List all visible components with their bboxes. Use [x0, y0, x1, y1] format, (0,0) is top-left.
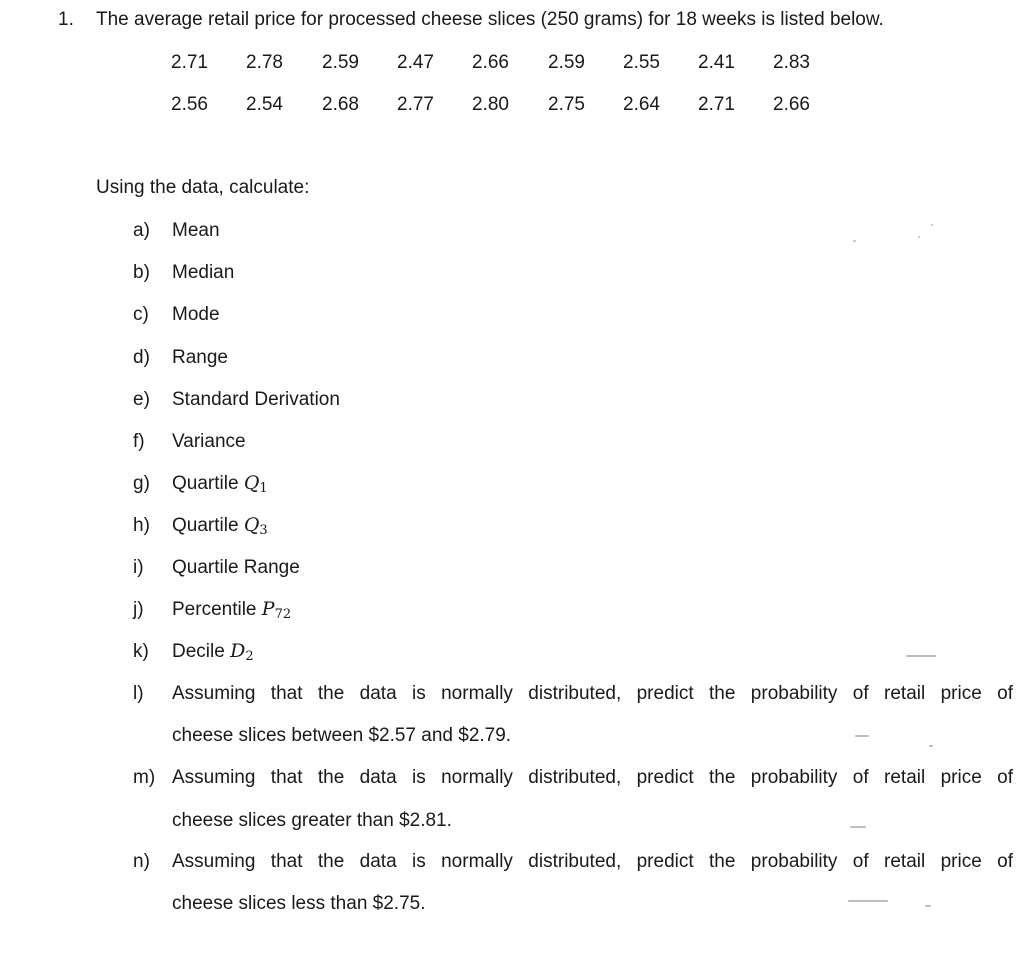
item-letter: n) — [133, 851, 150, 872]
item-text: Quartile Range — [172, 557, 300, 578]
item-label: Percentile — [172, 599, 257, 620]
data-row — [0, 95, 1024, 119]
data-value: 2.66 — [773, 94, 810, 115]
scan-speck — [925, 905, 931, 907]
item-letter: k) — [133, 641, 149, 662]
item-text: Range — [172, 347, 228, 368]
data-value: 2.41 — [698, 52, 735, 73]
scan-speck — [918, 236, 920, 238]
data-value: 2.55 — [623, 52, 660, 73]
item-text: Standard Derivation — [172, 389, 340, 410]
math-letter: Q — [243, 472, 260, 494]
item-text — [172, 640, 254, 664]
item-text: Mode — [172, 304, 220, 325]
item-text-line-2: cheese slices less than $2.75. — [172, 893, 426, 914]
math-subscript: 72 — [274, 607, 292, 622]
item-letter: i) — [133, 557, 144, 578]
item-letter: j) — [133, 599, 144, 620]
item-text — [172, 472, 268, 496]
item-text: Median — [172, 262, 235, 283]
math-letter: P — [261, 598, 275, 620]
item-letter: g) — [133, 473, 150, 494]
scan-speck — [906, 655, 936, 657]
item-text — [172, 514, 268, 538]
data-value: 2.83 — [773, 52, 810, 73]
scan-speck — [853, 240, 856, 242]
item-text-line-1: Assuming that the data is normally distributed, predict the probability of retail price of — [172, 683, 1013, 704]
scan-speck — [929, 745, 933, 747]
item-letter: b) — [133, 262, 150, 283]
math-symbol — [262, 598, 291, 620]
item-letter: l) — [133, 683, 144, 704]
item-letter: e) — [133, 389, 150, 410]
item-text: Mean — [172, 220, 220, 241]
item-letter: c) — [133, 304, 149, 325]
data-value: 2.78 — [246, 52, 283, 73]
data-value: 2.71 — [171, 52, 208, 73]
item-letter: a) — [133, 220, 150, 241]
item-letter: f) — [133, 431, 145, 452]
data-value: 2.66 — [472, 52, 509, 73]
item-letter: d) — [133, 347, 150, 368]
math-symbol — [244, 514, 268, 536]
data-value: 2.56 — [171, 94, 208, 115]
scan-speck — [931, 224, 933, 226]
item-text: Variance — [172, 431, 246, 452]
question-stem: The average retail price for processed cheese slices (250 grams) for 18 weeks is listed below. — [96, 9, 884, 30]
item-text-line-2: cheese slices greater than $2.81. — [172, 810, 452, 831]
data-value: 2.75 — [548, 94, 585, 115]
data-row — [0, 53, 1024, 77]
math-subscript: 3 — [259, 523, 268, 538]
item-label: Decile — [172, 641, 225, 662]
data-value: 2.80 — [472, 94, 509, 115]
instruction-text: Using the data, calculate: — [96, 177, 310, 198]
data-value: 2.77 — [397, 94, 434, 115]
item-text-line-1: Assuming that the data is normally distributed, predict the probability of retail price of — [172, 767, 1013, 788]
scan-speck — [850, 826, 866, 828]
item-label: Quartile — [172, 515, 239, 536]
data-value: 2.68 — [322, 94, 359, 115]
math-letter: D — [230, 640, 246, 662]
item-text-line-2: cheese slices between $2.57 and $2.79. — [172, 725, 512, 746]
math-subscript: 1 — [259, 481, 268, 496]
data-value: 2.64 — [623, 94, 660, 115]
data-value: 2.59 — [322, 52, 359, 73]
math-symbol — [244, 472, 268, 494]
data-value: 2.59 — [548, 52, 585, 73]
data-value: 2.47 — [397, 52, 434, 73]
math-letter: Q — [243, 514, 260, 536]
item-text — [172, 598, 292, 622]
math-subscript: 2 — [245, 649, 254, 664]
item-letter: h) — [133, 515, 150, 536]
item-text-line-1: Assuming that the data is normally distributed, predict the probability of retail price of — [172, 851, 1013, 872]
item-letter: m) — [133, 767, 156, 788]
scan-speck — [848, 900, 888, 902]
data-value: 2.54 — [246, 94, 283, 115]
math-symbol — [230, 640, 254, 662]
scan-speck — [855, 735, 869, 737]
item-label: Quartile — [172, 473, 239, 494]
question-number: 1. — [58, 9, 74, 30]
data-value: 2.71 — [698, 94, 735, 115]
